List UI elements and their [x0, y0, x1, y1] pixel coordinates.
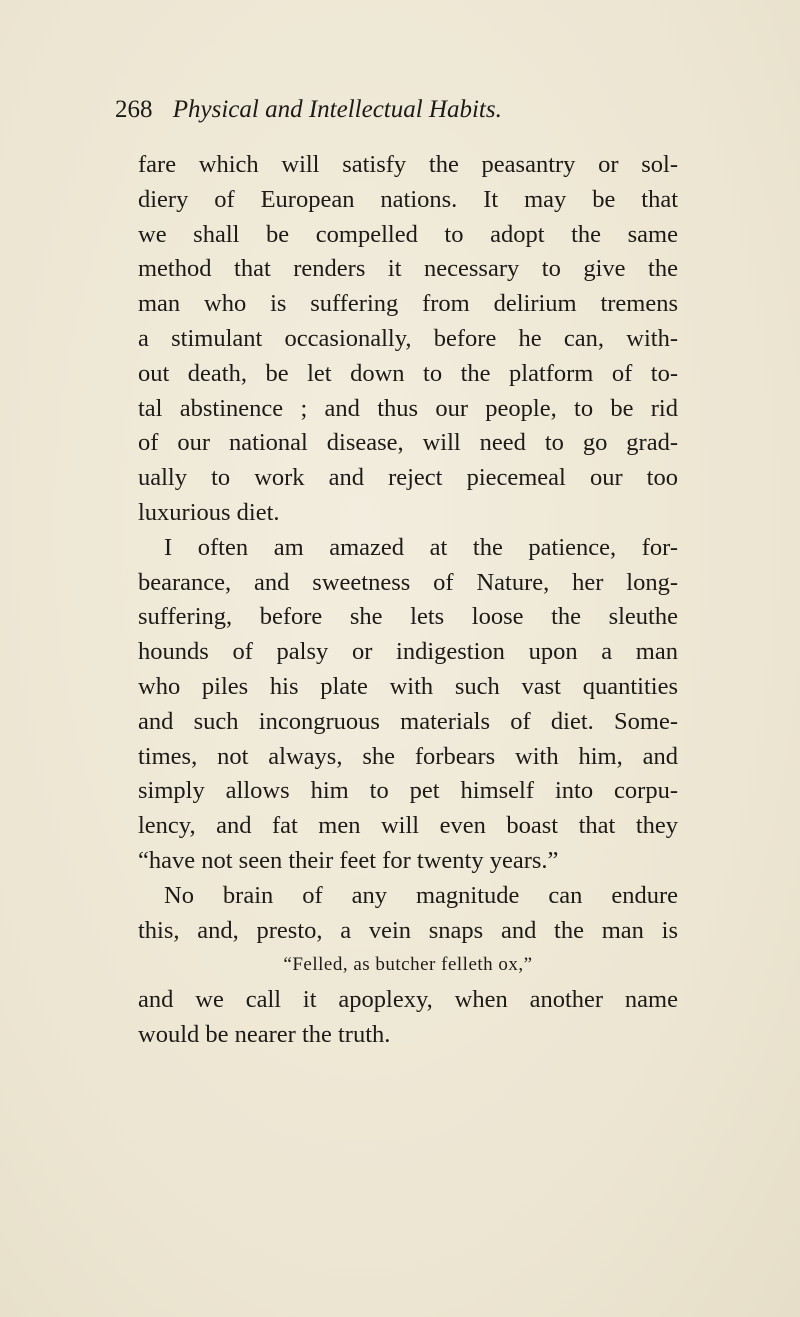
text-line: man who is suffering from delirium tremens	[138, 290, 678, 318]
text-line: diery of European nations. It may be that	[138, 185, 678, 213]
text-line: tal abstinence ; and thus our people, to be rid	[138, 394, 678, 422]
page-number: 268	[115, 96, 153, 123]
text-line: of our national disease, will need to go grad-	[138, 429, 678, 457]
text-line: lency, and fat men will even boast that they	[138, 812, 678, 840]
paragraph-start-line: I often am amazed at the patience, for-	[164, 533, 678, 561]
body-text	[138, 148, 678, 1053]
text-line: simply allows him to pet himself into corpu-	[138, 777, 678, 805]
text-line: times, not always, she forbears with him, and	[138, 742, 678, 770]
text-line: method that renders it necessary to give the	[138, 255, 678, 283]
text-line: a stimulant occasionally, before he can, with-	[138, 324, 678, 352]
quotation-line: “Felled, as butcher felleth ox,”	[283, 954, 533, 976]
text-line: hounds of palsy or indigestion upon a man	[138, 638, 678, 666]
text-line: ually to work and reject piecemeal our too	[138, 464, 678, 492]
page-header	[115, 96, 675, 136]
text-line: “have not seen their feet for twenty years.”	[138, 846, 559, 874]
text-line: and such incongruous materials of diet. Some-	[138, 707, 678, 735]
running-title: Physical and Intellectual Habits.	[172, 96, 502, 123]
text-line: we shall be compelled to adopt the same	[138, 220, 678, 248]
text-line: suffering, before she lets loose the sleuthe	[138, 603, 678, 631]
text-line: would be nearer the truth.	[138, 1020, 391, 1048]
text-line: bearance, and sweetness of Nature, her long-	[138, 568, 678, 596]
text-line: luxurious diet.	[138, 498, 280, 526]
text-line: this, and, presto, a vein snaps and the man is	[138, 916, 678, 944]
text-line: fare which will satisfy the peasantry or sol-	[138, 151, 678, 178]
text-line: who piles his plate with such vast quantities	[138, 672, 678, 700]
paragraph-start-line: No brain of any magnitude can endure	[164, 881, 678, 909]
text-line: out death, be let down to the platform of to-	[138, 359, 678, 387]
text-line: and we call it apoplexy, when another name	[138, 986, 678, 1014]
